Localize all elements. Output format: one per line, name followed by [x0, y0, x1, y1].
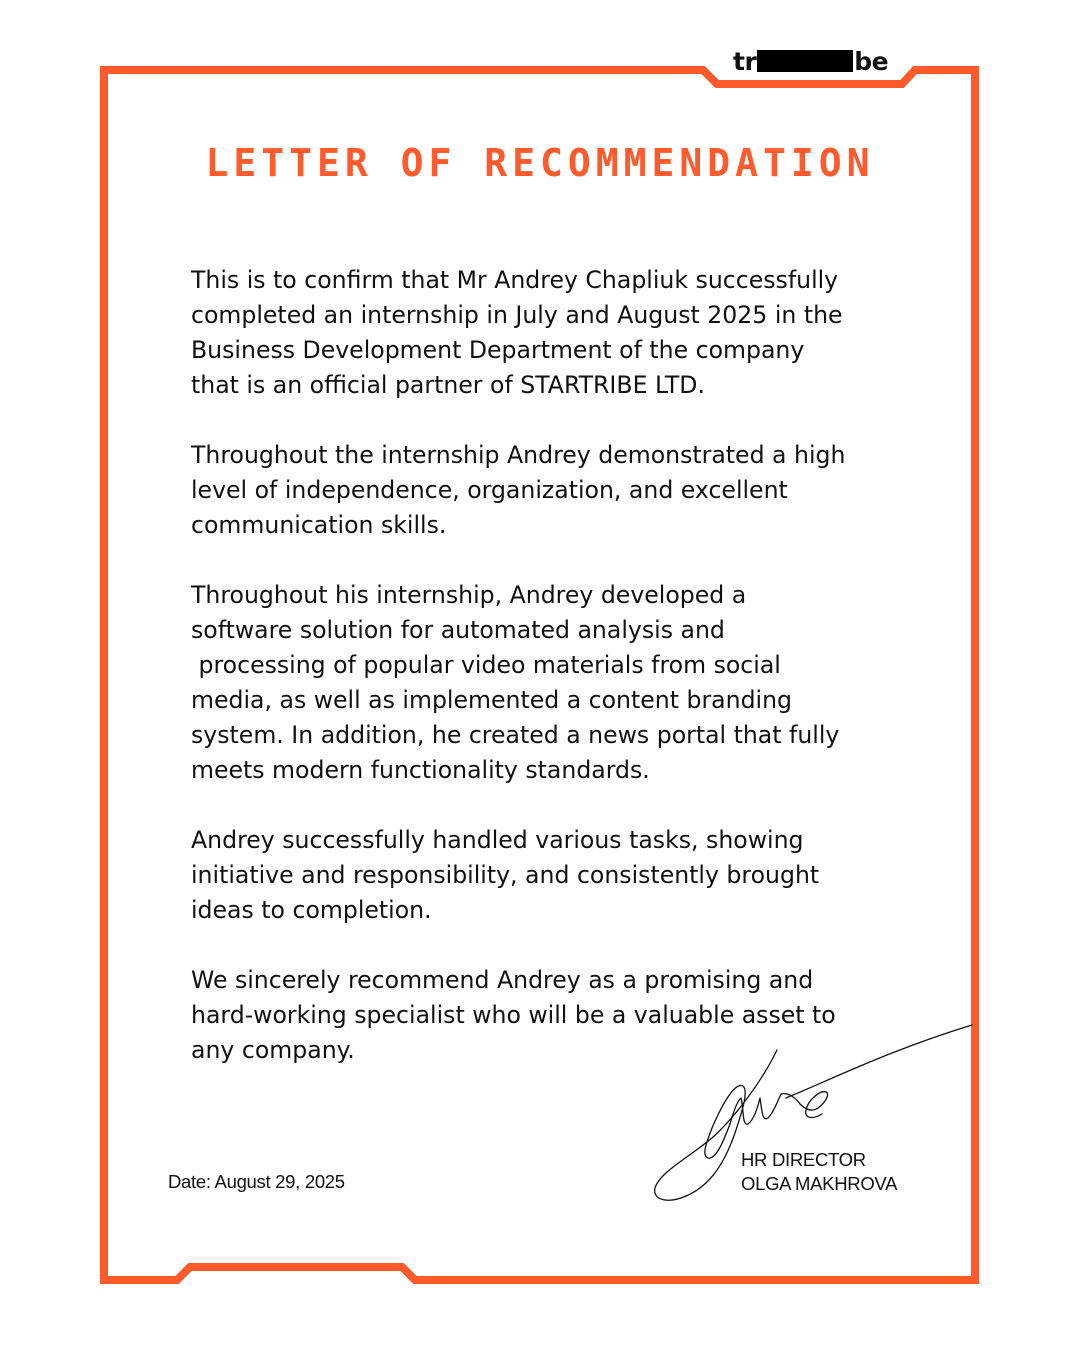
letter-title: LETTER OF RECOMMENDATION: [205, 141, 875, 185]
paragraph-tasks: Andrey successfully handled various tasks, showing initiative and responsibility, and consistently brought ideas to completion.: [191, 826, 820, 924]
signer-title: HR DIRECTOR: [741, 1149, 866, 1170]
letter-date: Date: August 29, 2025: [168, 1171, 345, 1192]
signer-block: [741, 1148, 897, 1195]
logo-text-prefix: tr: [733, 46, 757, 76]
paragraph-qualities: Throughout the internship Andrey demonstrated a high level of independence, organization, and excellent communication skills.: [191, 441, 846, 539]
logo-text-suffix: be: [854, 46, 889, 76]
paragraph-confirmation: This is to confirm that Mr Andrey Chapliuk successfully completed an internship in July and August 2025 in the Business Development Department of the company that is an official partner of STARTRIBE LTD.: [191, 266, 843, 399]
paragraph-achievements: Throughout his internship, Andrey developed a software solution for automated analysis and processing of popular video materials from social media, as well as implemented a content branding system. In addition, he created a news portal that fully meets modern functionality standards.: [191, 581, 840, 784]
signer-name: OLGA MAKHROVA: [741, 1172, 898, 1194]
paragraph-recommendation: We sincerely recommend Andrey as a promising and hard-working specialist who will be a valuable asset to any company.: [191, 966, 836, 1064]
